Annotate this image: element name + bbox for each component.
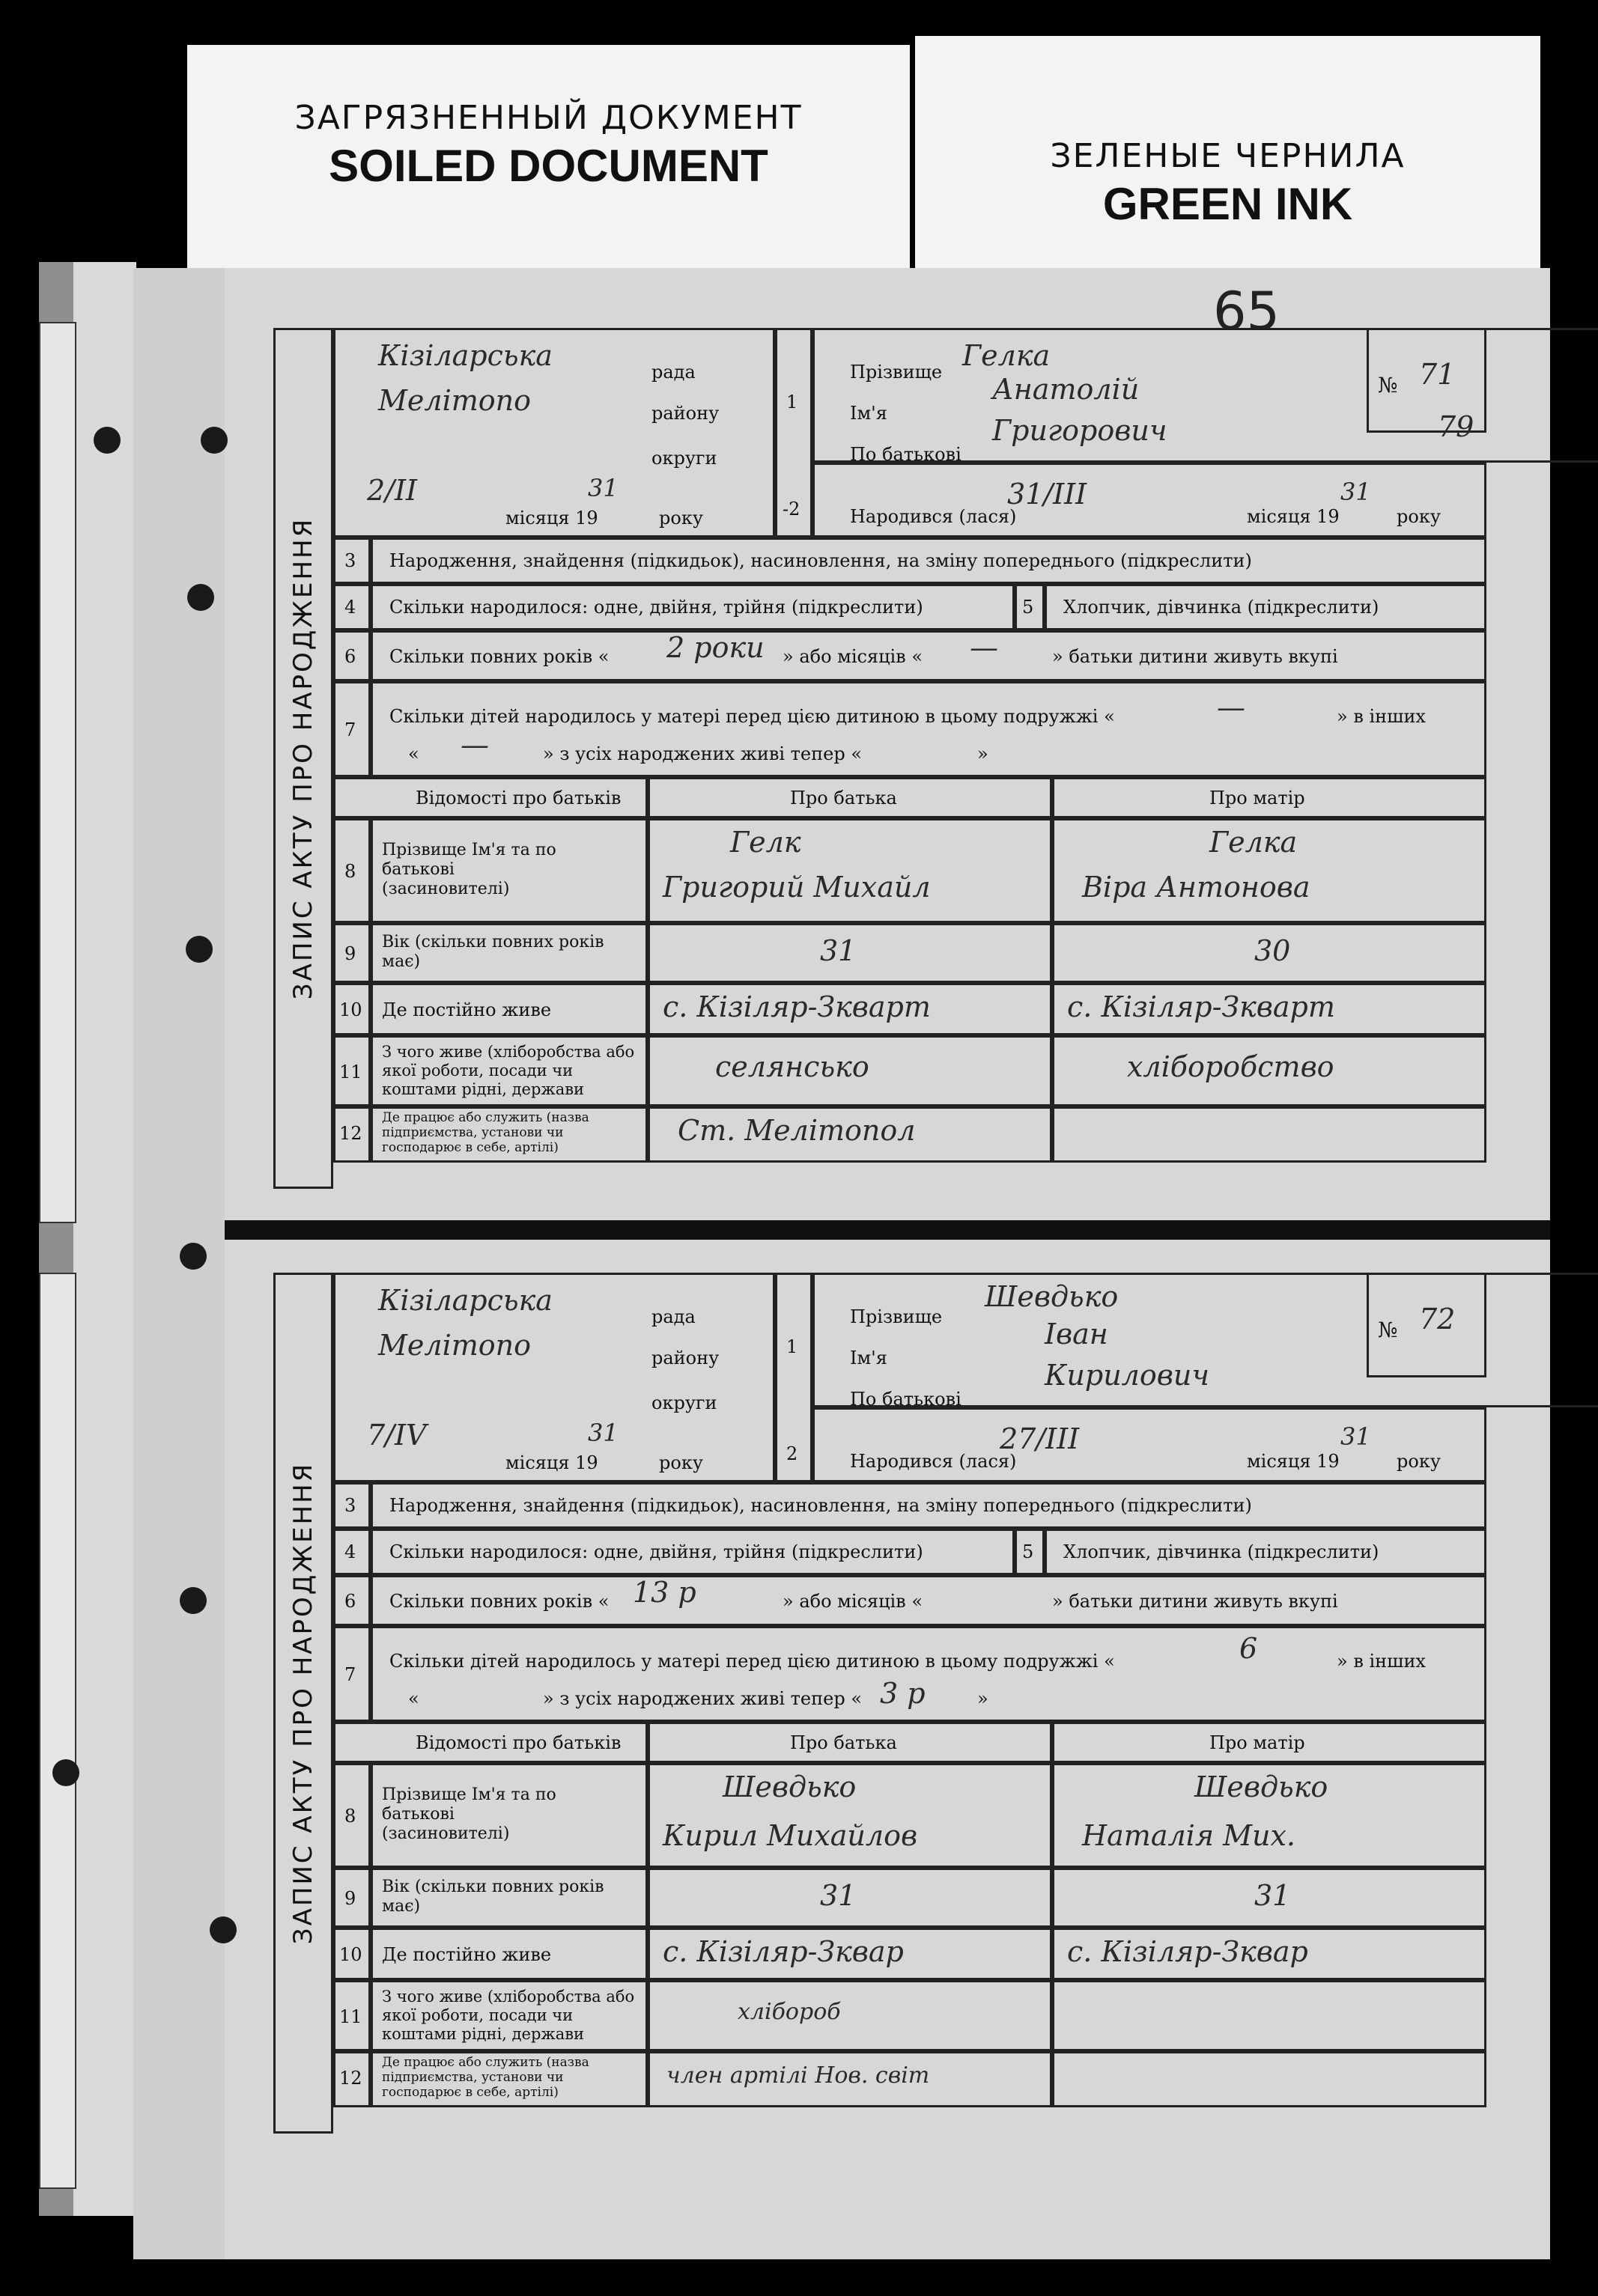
name-label: Ім'я bbox=[850, 1348, 887, 1368]
row-number-7: 7 bbox=[344, 719, 356, 740]
name-value: Анатолій bbox=[992, 373, 1140, 406]
children-before-value: 6 bbox=[1239, 1632, 1258, 1665]
roku-label: року bbox=[659, 1452, 703, 1473]
roku-label: року bbox=[659, 508, 703, 529]
born-year-value: 31 bbox=[1340, 478, 1371, 506]
father-surname-value: Шевдько bbox=[723, 1770, 857, 1803]
born-month-year-label: місяця 19 bbox=[1247, 1451, 1340, 1472]
mother-livelihood-value: хліборобство bbox=[1127, 1050, 1334, 1083]
r10-label: Де постійно живе bbox=[382, 999, 552, 1020]
born-year-value: 31 bbox=[1340, 1422, 1371, 1451]
soiled-document-label bbox=[187, 45, 910, 270]
binding-hole bbox=[187, 584, 214, 611]
row-number-11: 11 bbox=[339, 1062, 362, 1082]
father-livelihood-value: селянсько bbox=[715, 1050, 869, 1083]
row7c-label: « bbox=[408, 1688, 419, 1709]
father-age-value: 31 bbox=[820, 934, 857, 967]
binding-hole bbox=[180, 1587, 207, 1614]
mother-surname-value: Шевдько bbox=[1194, 1770, 1328, 1803]
row-number-6: 6 bbox=[344, 646, 356, 667]
born-date-value: 27/III bbox=[1000, 1422, 1080, 1455]
record-date: 7/IV bbox=[367, 1419, 427, 1452]
row7e-label: » bbox=[977, 1688, 988, 1709]
surname-value: Гелка bbox=[962, 339, 1051, 372]
row-number-12: 12 bbox=[339, 1123, 362, 1144]
binding-hole bbox=[94, 427, 121, 454]
row-number-1: 1 bbox=[786, 1336, 798, 1357]
patronymic-value: Григорович bbox=[992, 414, 1167, 447]
father-full-value: Кирил Михайлов bbox=[663, 1819, 918, 1852]
record-year: 31 bbox=[588, 474, 619, 502]
district-value: Мелітопо bbox=[378, 1329, 532, 1362]
council-value: Кізіларська bbox=[378, 339, 553, 372]
years-together-value: 2 роки bbox=[666, 631, 765, 664]
about-father-label: Про батька bbox=[790, 1732, 897, 1753]
father-residence-value: с. Кізіляр-Зквар bbox=[663, 1935, 904, 1968]
row-number-2: 2 bbox=[786, 1443, 798, 1464]
row-7-cell bbox=[371, 681, 1486, 777]
row-number-5: 5 bbox=[1022, 597, 1034, 618]
birth-record-form-1 bbox=[273, 328, 1513, 1189]
alive-now-value: 3 р bbox=[880, 1677, 926, 1710]
born-roku-label: року bbox=[1397, 1451, 1441, 1472]
binding-hole bbox=[186, 936, 213, 963]
row-number-8: 8 bbox=[344, 861, 356, 882]
row-number-3: 3 bbox=[344, 550, 356, 571]
row-number-9: 9 bbox=[344, 1888, 356, 1909]
about-father-label: Про батька bbox=[790, 788, 897, 809]
row-number-12: 12 bbox=[339, 2068, 362, 2089]
okruhy-label: округи bbox=[651, 448, 717, 469]
row-number-8: 8 bbox=[344, 1806, 356, 1827]
surname-value: Шевдько bbox=[985, 1280, 1119, 1313]
about-mother-label: Про матір bbox=[1209, 1732, 1305, 1753]
previous-page-form-fragment bbox=[39, 322, 76, 1223]
row6a-label: Скільки повних років « bbox=[389, 646, 610, 667]
father-work-value: член артілі Нов. світ bbox=[666, 2062, 930, 2089]
r8-label: Прізвище Ім'я та по батькові (засиновителі) bbox=[382, 841, 556, 898]
row7a-label: Скільки дітей народилось у матері перед цією дитиною в цьому подружжі « bbox=[389, 1651, 1115, 1672]
years-together-value: 13 р bbox=[633, 1576, 696, 1609]
raionu-label: району bbox=[651, 403, 720, 424]
r10-label: Де постійно живе bbox=[382, 1944, 552, 1965]
row-number-10: 10 bbox=[339, 999, 362, 1020]
born-roku-label: року bbox=[1397, 506, 1441, 527]
parents-info-label: Відомості про батьків bbox=[416, 1732, 622, 1753]
row-number-10: 10 bbox=[339, 1944, 362, 1965]
row6c-label: » батьки дитини живуть вкупі bbox=[1052, 1591, 1338, 1612]
row-number-1: 1 bbox=[786, 392, 798, 412]
soiled-en-text: SOILED DOCUMENT bbox=[329, 141, 768, 191]
row-11-mother-cell bbox=[1052, 1980, 1486, 2051]
soiled-ru-text: ЗАГРЯЗНЕННЫЙ ДОКУМЕНТ bbox=[294, 99, 803, 137]
district-value: Мелітопо bbox=[378, 384, 532, 417]
form-side-title: ЗАПИС АКТУ ПРО НАРОДЖЕННЯ bbox=[273, 328, 333, 1189]
number-sign: № bbox=[1378, 373, 1398, 398]
binding-hole bbox=[180, 1243, 207, 1270]
r11-label: З чого живе (хліборобства або якої роботи, посади чи коштами рідні, держави bbox=[382, 1988, 635, 2043]
row3-label: Народження, знайдення (підкидьок), насиновлення, на зміну попереднього (підкреслити) bbox=[389, 1495, 1252, 1516]
green-ink-label bbox=[915, 36, 1540, 275]
r12-label: Де працює або служить (назва підприємства, установи чи господарює в себе, артілі) bbox=[382, 2055, 589, 2100]
parents-info-label: Відомості про батьків bbox=[416, 788, 622, 809]
children-other-value: — bbox=[461, 728, 489, 761]
father-residence-value: с. Кізіляр-Зкварт bbox=[663, 990, 931, 1023]
rada-label: рада bbox=[651, 362, 696, 383]
mother-age-value: 31 bbox=[1254, 1879, 1291, 1912]
form-side-title: ЗАПИС АКТУ ПРО НАРОДЖЕННЯ bbox=[273, 1273, 333, 2134]
binding-hole bbox=[201, 427, 228, 454]
patronymic-label: По батькові bbox=[850, 1389, 961, 1410]
father-surname-value: Гелк bbox=[730, 826, 801, 859]
born-label: Народився (лася) bbox=[850, 506, 1017, 527]
row7e-label: » bbox=[977, 743, 988, 764]
row7c-label: « bbox=[408, 743, 419, 764]
row-11-father-cell bbox=[648, 1980, 1052, 2051]
green-en-text: GREEN INK bbox=[1102, 179, 1353, 229]
mother-full-value: Віра Антонова bbox=[1082, 871, 1310, 904]
form-separator bbox=[225, 1220, 1550, 1240]
row-12-mother-cell bbox=[1052, 2051, 1486, 2107]
row-number-2: -2 bbox=[783, 499, 800, 520]
form-grid bbox=[333, 328, 1513, 1189]
mother-full-value: Наталія Мих. bbox=[1082, 1819, 1295, 1852]
row6a-label: Скільки повних років « bbox=[389, 1591, 610, 1612]
father-work-value: Ст. Мелітопол bbox=[678, 1114, 916, 1147]
born-date-value: 31/III bbox=[1007, 478, 1087, 511]
row6c-label: » батьки дитини живуть вкупі bbox=[1052, 646, 1338, 667]
row5-label: Хлопчик, дівчинка (підкреслити) bbox=[1063, 1541, 1379, 1562]
mother-age-value: 30 bbox=[1254, 934, 1291, 967]
month-year-label: місяця 19 bbox=[505, 508, 598, 529]
about-mother-label: Про матір bbox=[1209, 788, 1305, 809]
binding-hole bbox=[210, 1916, 237, 1943]
born-label: Народився (лася) bbox=[850, 1451, 1017, 1472]
row-number-4: 4 bbox=[344, 597, 356, 618]
months-together-value: — bbox=[970, 631, 998, 664]
rada-label: рада bbox=[651, 1306, 696, 1327]
mother-residence-value: с. Кізіляр-Зкварт bbox=[1067, 990, 1335, 1023]
row-12-mother-cell bbox=[1052, 1106, 1486, 1163]
row7b-label: » в інших bbox=[1337, 706, 1426, 727]
row6b-label: » або місяців « bbox=[783, 646, 923, 667]
previous-page-edge bbox=[39, 262, 136, 2216]
row7d-label: » з усіх народжених живі тепер « bbox=[543, 743, 863, 764]
act-number-value: 72 bbox=[1419, 1303, 1456, 1336]
row7a-label: Скільки дітей народилось у матері перед цією дитиною в цьому подружжі « bbox=[389, 706, 1115, 727]
r11-label: З чого живе (хліборобства або якої роботи, посади чи коштами рідні, держави bbox=[382, 1043, 635, 1098]
row-number-9: 9 bbox=[344, 943, 356, 964]
mother-residence-value: с. Кізіляр-Зквар bbox=[1067, 1935, 1308, 1968]
r12-label: Де працює або служить (назва підприємства, установи чи господарює в себе, артілі) bbox=[382, 1110, 589, 1155]
row6b-label: » або місяців « bbox=[783, 1591, 923, 1612]
father-livelihood-value: хлібороб bbox=[738, 1999, 841, 2025]
father-age-value: 31 bbox=[820, 1879, 857, 1912]
record-year: 31 bbox=[588, 1419, 619, 1447]
green-ru-text: ЗЕЛЕНЫЕ ЧЕРНИЛА bbox=[1050, 137, 1406, 175]
row7d-label: » з усіх народжених живі тепер « bbox=[543, 1688, 863, 1709]
row-number-6: 6 bbox=[344, 1591, 356, 1612]
name-label: Ім'я bbox=[850, 403, 887, 424]
r9-label: Вік (скільки повних років має) bbox=[382, 1878, 604, 1916]
act-number-old: 79 bbox=[1438, 410, 1474, 443]
row-7-cell bbox=[371, 1626, 1486, 1722]
binding-hole bbox=[52, 1759, 79, 1786]
r8-label: Прізвище Ім'я та по батькові (засиновителі) bbox=[382, 1785, 556, 1843]
number-sign: № bbox=[1378, 1318, 1398, 1342]
row3-label: Народження, знайдення (підкидьок), насиновлення, на зміну попереднього (підкреслити) bbox=[389, 550, 1252, 571]
row-number-3: 3 bbox=[344, 1495, 356, 1516]
okruhy-label: округи bbox=[651, 1392, 717, 1413]
children-before-value: — bbox=[1217, 691, 1245, 724]
surname-label: Прізвище bbox=[850, 1306, 943, 1327]
page-number: 65 bbox=[1213, 281, 1280, 342]
row-number-7: 7 bbox=[344, 1664, 356, 1685]
act-number-value: 71 bbox=[1419, 358, 1456, 391]
form-grid bbox=[333, 1273, 1513, 2134]
born-month-year-label: місяця 19 bbox=[1247, 506, 1340, 527]
row-number-11: 11 bbox=[339, 2006, 362, 2027]
patronymic-value: Кирилович bbox=[1045, 1359, 1209, 1392]
row-number-4: 4 bbox=[344, 1541, 356, 1562]
row5-label: Хлопчик, дівчинка (підкреслити) bbox=[1063, 597, 1379, 618]
row-number-5: 5 bbox=[1022, 1541, 1034, 1562]
father-full-value: Григорий Михайл bbox=[663, 871, 931, 904]
raionu-label: району bbox=[651, 1348, 720, 1368]
patronymic-label: По батькові bbox=[850, 444, 961, 465]
row4-label: Скільки народилося: одне, двійня, трійня (підкреслити) bbox=[389, 1541, 923, 1562]
record-date: 2/II bbox=[367, 474, 418, 507]
row7b-label: » в інших bbox=[1337, 1651, 1426, 1672]
row4-label: Скільки народилося: одне, двійня, трійня (підкреслити) bbox=[389, 597, 923, 618]
surname-label: Прізвище bbox=[850, 362, 943, 383]
previous-page-form-fragment bbox=[39, 1273, 76, 2189]
month-year-label: місяця 19 bbox=[505, 1452, 598, 1473]
r9-label: Вік (скільки повних років має) bbox=[382, 933, 604, 971]
mother-surname-value: Гелка bbox=[1209, 826, 1298, 859]
name-value: Іван bbox=[1045, 1318, 1108, 1351]
council-value: Кізіларська bbox=[378, 1284, 553, 1317]
birth-record-form-2 bbox=[273, 1273, 1513, 2134]
